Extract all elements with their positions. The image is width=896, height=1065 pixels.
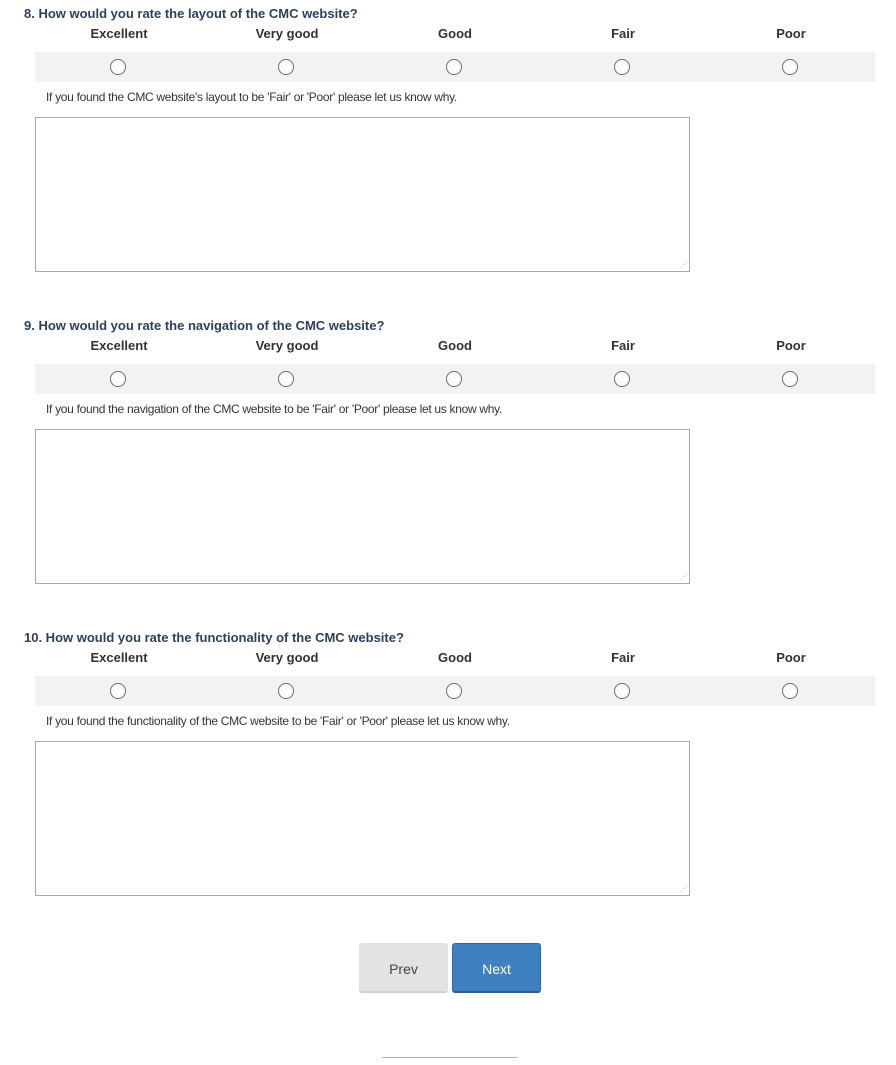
prev-button[interactable]: Prev bbox=[359, 943, 448, 993]
rating-scale-labels bbox=[0, 650, 896, 666]
scale-label-excellent: Excellent bbox=[90, 650, 148, 665]
rating-radio-row bbox=[35, 676, 875, 706]
resize-grip-icon[interactable]: ⋰ bbox=[680, 884, 688, 893]
radio-very-good[interactable] bbox=[278, 683, 294, 699]
next-button[interactable]: Next bbox=[452, 943, 541, 993]
footer-divider bbox=[382, 1057, 517, 1058]
radio-fair[interactable] bbox=[614, 683, 630, 699]
scale-label-good: Good bbox=[438, 26, 472, 41]
rating-radio-row bbox=[35, 52, 875, 82]
radio-very-good[interactable] bbox=[278, 371, 294, 387]
comment-textarea[interactable] bbox=[35, 429, 690, 584]
radio-very-good[interactable] bbox=[278, 59, 294, 75]
scale-label-very-good: Very good bbox=[255, 650, 319, 665]
scale-label-fair: Fair bbox=[611, 338, 635, 353]
question-title: 10. How would you rate the functionality of the CMC website? bbox=[24, 630, 404, 645]
scale-label-fair: Fair bbox=[611, 650, 635, 665]
radio-poor[interactable] bbox=[782, 371, 798, 387]
rating-scale-labels bbox=[0, 26, 896, 42]
scale-label-poor: Poor bbox=[776, 338, 806, 353]
resize-grip-icon[interactable]: ⋰ bbox=[680, 260, 688, 269]
radio-fair[interactable] bbox=[614, 371, 630, 387]
radio-excellent[interactable] bbox=[110, 371, 126, 387]
radio-excellent[interactable] bbox=[110, 59, 126, 75]
resize-grip-icon[interactable]: ⋰ bbox=[680, 572, 688, 581]
scale-label-poor: Poor bbox=[776, 650, 806, 665]
scale-label-good: Good bbox=[438, 338, 472, 353]
radio-good[interactable] bbox=[446, 371, 462, 387]
scale-label-poor: Poor bbox=[776, 26, 806, 41]
question-title: 9. How would you rate the navigation of the CMC website? bbox=[24, 318, 385, 333]
comment-textarea[interactable] bbox=[35, 741, 690, 896]
radio-poor[interactable] bbox=[782, 683, 798, 699]
radio-good[interactable] bbox=[446, 59, 462, 75]
followup-prompt: If you found the navigation of the CMC website to be 'Fair' or 'Poor' please let us know why. bbox=[46, 402, 502, 416]
scale-label-good: Good bbox=[438, 650, 472, 665]
followup-prompt: If you found the functionality of the CMC website to be 'Fair' or 'Poor' please let us know why. bbox=[46, 714, 510, 728]
scale-label-excellent: Excellent bbox=[90, 26, 148, 41]
scale-label-very-good: Very good bbox=[255, 26, 319, 41]
followup-prompt: If you found the CMC website's layout to be 'Fair' or 'Poor' please let us know why. bbox=[46, 90, 457, 104]
radio-good[interactable] bbox=[446, 683, 462, 699]
question-title: 8. How would you rate the layout of the CMC website? bbox=[24, 6, 358, 21]
comment-textarea[interactable] bbox=[35, 117, 690, 272]
scale-label-fair: Fair bbox=[611, 26, 635, 41]
scale-label-excellent: Excellent bbox=[90, 338, 148, 353]
radio-fair[interactable] bbox=[614, 59, 630, 75]
rating-radio-row bbox=[35, 364, 875, 394]
radio-poor[interactable] bbox=[782, 59, 798, 75]
scale-label-very-good: Very good bbox=[255, 338, 319, 353]
rating-scale-labels bbox=[0, 338, 896, 354]
radio-excellent[interactable] bbox=[110, 683, 126, 699]
